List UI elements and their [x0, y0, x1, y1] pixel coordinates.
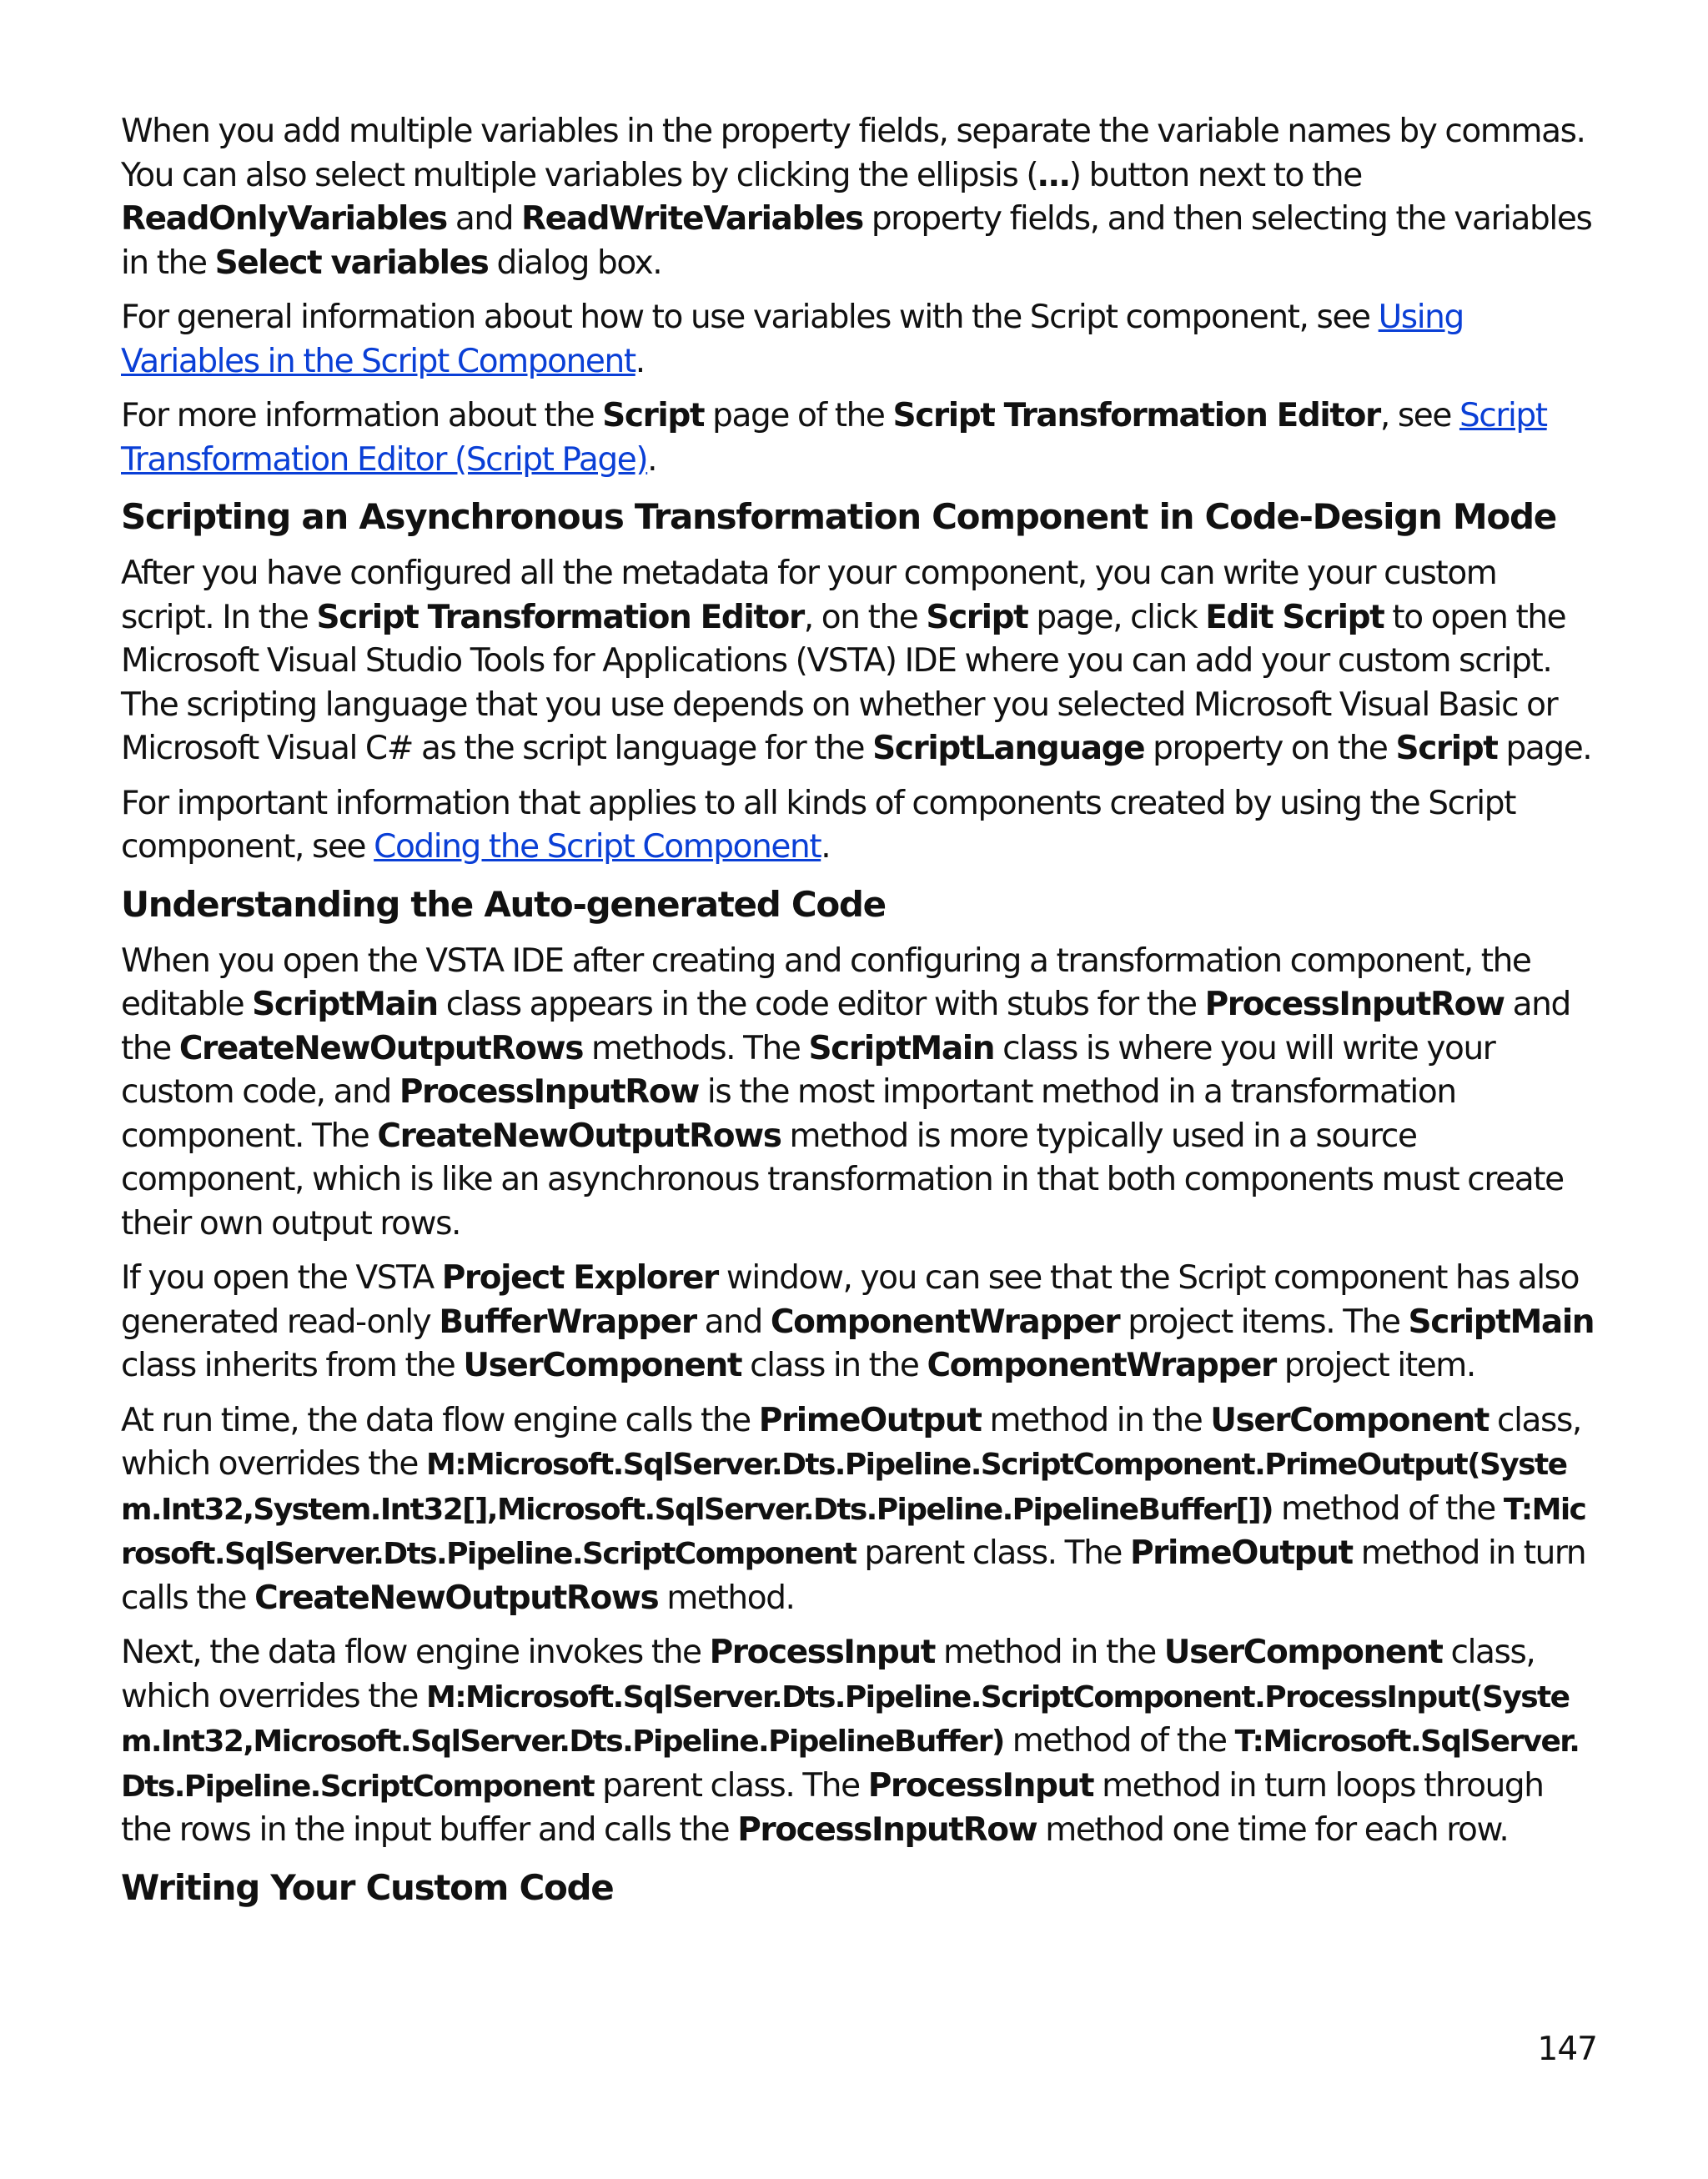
- page-number: 147: [1537, 2031, 1597, 2068]
- readonlyvariables-term: ReadOnlyVariables: [121, 200, 447, 238]
- symbol-primeoutput: M:Microsoft.SqlServer.Dts.Pipeline.ScriptComponent.PrimeOutput(System.Int32,System.Int32[],Microsoft.SqlServer.Dts.Pipeline.PipelineBuffer[]): [121, 1448, 1567, 1527]
- select-variables-term: Select variables: [214, 244, 489, 282]
- paragraph-important-info: For important information that applies to all kinds of components created by using the Script component, see Coding the Script Component.: [121, 784, 1515, 866]
- link-coding-script-component[interactable]: Coding the Script Component: [374, 828, 821, 866]
- paragraph-general-info: For general information about how to use variables with the Script component, see Using Variables in the Script Component.: [121, 299, 1464, 380]
- page-content: [121, 110, 1597, 1923]
- paragraph-run-time: At run time, the data flow engine calls the PrimeOutput method in the UserComponent class, which overrides the M:Microsoft.SqlServer.Dts.Pipeline.ScriptComponent.PrimeOutput(System.Int32,System.Int32[],Microsoft.SqlServer.Dts.Pipeline.PipelineBuffer[]) method of the T:Microsoft.SqlServer.Dts.Pipeline.ScriptComponent parent class. The PrimeOutput method in turn calls the CreateNewOutputRows method.: [121, 1401, 1586, 1617]
- symbol-processinput: M:Microsoft.SqlServer.Dts.Pipeline.ScriptComponent.ProcessInput(System.Int32,Microsoft.SqlServer.Dts.Pipeline.PipelineBuffer): [121, 1679, 1570, 1759]
- heading-scripting-async: Scripting an Asynchronous Transformation Component in Code-Design Mode: [121, 496, 1556, 537]
- link-script-transformation-editor[interactable]: Script Transformation Editor (Script Page): [121, 397, 1547, 479]
- paragraph-open-vsta: When you open the VSTA IDE after creating and configuring a transformation component, the editable ScriptMain class appears in the code editor with stubs for the ProcessInputRow and the CreateNewOutputRows methods. The ScriptMain class is where you will write your custom code, and ProcessInputRow is the most important method in a transformation component. The CreateNewOutputRows method is more typically used in a source component, which is like an asynchronous transformation in that both components must create their own output rows.: [121, 941, 1570, 1243]
- paragraph-process-input: Next, the data flow engine invokes the ProcessInput method in the UserComponent class, which overrides the M:Microsoft.SqlServer.Dts.Pipeline.ScriptComponent.ProcessInput(System.Int32,Microsoft.SqlServer.Dts.Pipeline.PipelineBuffer) method of the T:Microsoft.SqlServer.Dts.Pipeline.ScriptComponent parent class. The ProcessInput method in turn loops through the rows in the input buffer and calls the ProcessInputRow method one time for each row.: [121, 1634, 1580, 1849]
- paragraph-multiple-variables: When you add multiple variables in the property fields, separate the variable names by commas. You can also select multiple variables by clicking the ellipsis (…) button next to the ReadOnlyVariables and ReadWriteVariables property fields, and then selecting the variables in the Select variables dialog box.: [121, 113, 1592, 282]
- heading-writing-custom-code: Writing Your Custom Code: [121, 1866, 614, 1908]
- symbol-scriptcomponent: T:Microsoft.SqlServer.Dts.Pipeline.ScriptComponent: [121, 1492, 1586, 1571]
- ellipsis-label: …: [1037, 156, 1069, 194]
- paragraph-more-info: For more information about the Script page of the Script Transformation Editor, see Script Transformation Editor (Script Page).: [121, 397, 1547, 479]
- readwritevariables-term: ReadWriteVariables: [521, 200, 863, 238]
- paragraph-project-explorer: If you open the VSTA Project Explorer window, you can see that the Script component has also generated read-only BufferWrapper and ComponentWrapper project items. The ScriptMain class inherits from the UserComponent class in the ComponentWrapper project item.: [121, 1259, 1595, 1384]
- paragraph-after-configured: After you have configured all the metadata for your component, you can write your custom script. In the Script Transformation Editor, on the Script page, click Edit Script to open the Microsoft Visual Studio Tools for Applications (VSTA) IDE where you can add your custom script. The scripting language that you use depends on whether you selected Microsoft Visual Basic or Microsoft Visual C# as the script language for the ScriptLanguage property on the Script page.: [121, 555, 1592, 767]
- symbol-scriptcomponent: T:Microsoft.SqlServer.Dts.Pipeline.ScriptComponent: [121, 1725, 1580, 1804]
- link-using-variables[interactable]: Using Variables in the Script Component: [121, 299, 1464, 380]
- heading-auto-generated-code: Understanding the Auto-generated Code: [121, 883, 886, 925]
